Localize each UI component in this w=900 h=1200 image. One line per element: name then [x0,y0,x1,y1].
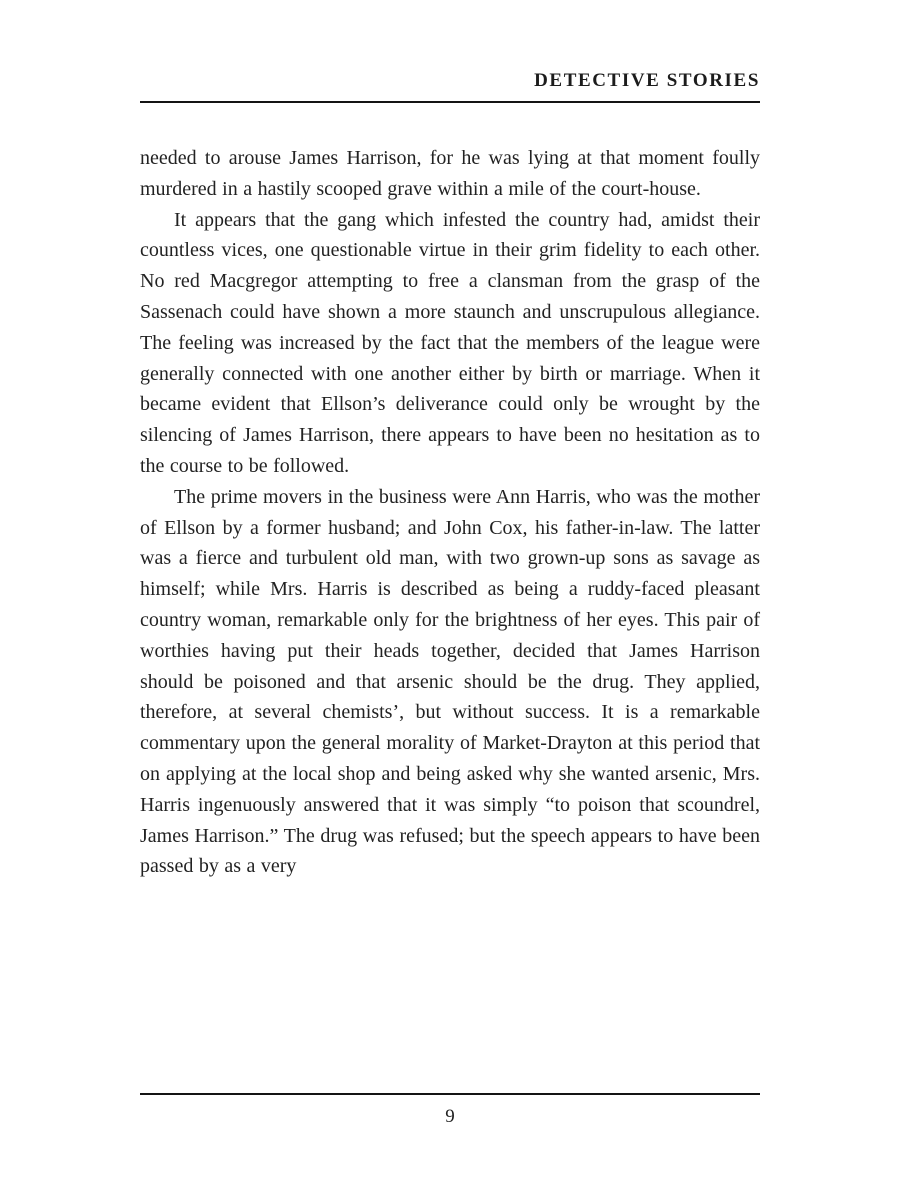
header-rule [140,101,760,103]
running-title: DETECTIVE STORIES [534,70,760,91]
page-footer [140,1093,760,1128]
page-body [140,143,760,882]
paragraph-1: needed to arouse James Harrison, for he was lying at that moment foully murdered in a hastily scooped grave within a mile of the court-house. [140,147,760,200]
page-header [140,70,760,103]
footer-rule [140,1093,760,1095]
page-number: 9 [445,1106,455,1127]
paragraph-2: It appears that the gang which infested the country had, amidst their countless vices, one questionable virtue in their grim fidelity to each other. No red Macgregor attempting to free a clansman from the grasp of the Sassenach could have shown a more staunch and unscrupulous allegiance. The feeling was increased by the fact that the members of the league were generally connected with one another either by birth or marriage. When it became evident that Ellson’s deliverance could only be wrought by the silencing of James Harrison, there appears to have been no hesitation as to the course to be followed. [140,208,760,477]
paragraph-3: The prime movers in the business were Ann Harris, who was the mother of Ellson by a former husband; and John Cox, his father-in-law. The latter was a fierce and turbulent old man, with two grown-up sons as savage as himself; while Mrs. Harris is described as being a ruddy-faced pleasant country woman, remarkable only for the brightness of her eyes. This pair of worthies having put their heads together, decided that James Harrison should be poisoned and that arsenic should be the drug. They applied, therefore, at several chemists’, but without success. It is a remarkable commentary upon the general morality of Market-Drayton at this period that on applying at the local shop and being asked why she wanted arsenic, Mrs. Harris ingenuously answered that it was simply “to poison that scoundrel, James Harrison.” The drug was refused; but the speech appears to have been passed by as a very [140,485,760,878]
